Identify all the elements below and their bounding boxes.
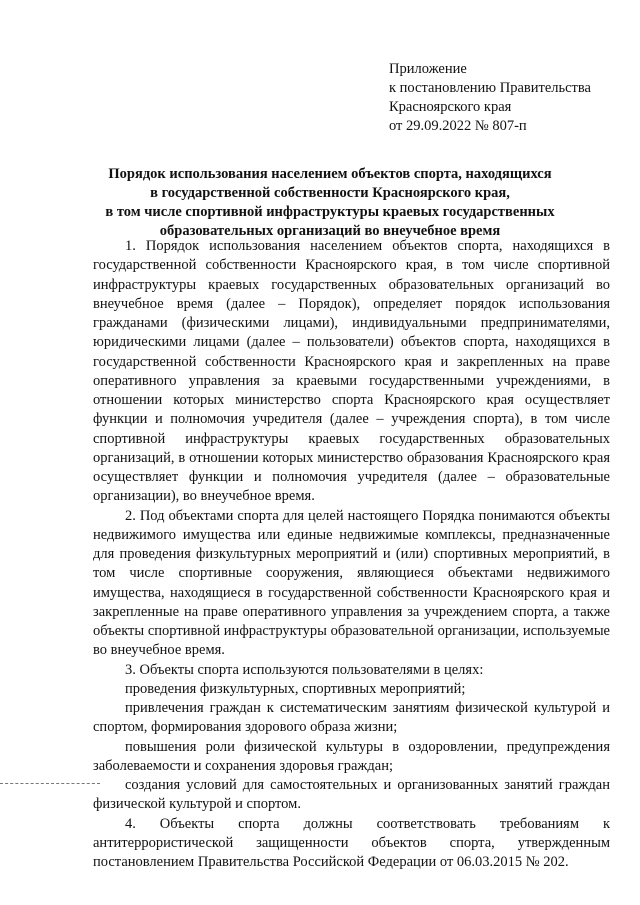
document-body [93, 237, 610, 872]
purpose-item: привлечения граждан к систематическим занятиям физической культурой и спортом, формирования здорового образа жизни; [93, 700, 610, 736]
appendix-block [389, 60, 591, 136]
appendix-line: Красноярского края [389, 99, 512, 115]
document-title [70, 165, 590, 241]
appendix-line: Приложение [389, 61, 467, 77]
title-line: Порядок использования населением объектов спорта, находящихся [108, 166, 552, 182]
paragraph-2: 2. Под объектами спорта для целей настоящего Порядка понимаются объекты недвижимого имущества или единые недвижимые комплексы, предназначенные для проведения физкультурных мероприятий и (или) спортивных мероприятий, в том числе спортивные сооружения, являющиеся объектами недвижимого имущества, находящиеся в государственной собственности Красноярского края и закрепленные на праве оперативного управления за учреждением спорта, а также объекты спортивной инфраструктуры образовательной организации, используемые во внеучебное время. [93, 507, 610, 659]
appendix-date-line: от 29.09.2022 № 807-п [389, 118, 527, 134]
title-line: образовательных организаций во внеучебное время [159, 223, 501, 239]
purpose-item: создания условий для самостоятельных и организованных занятий граждан физической культурой и спортом. [93, 777, 610, 813]
paragraph-1: 1. Порядок использования населением объектов спорта, находящихся в государственной собственности Красноярского края, в том числе спортивной инфраструктуры краевых государственных образовательных организаций во внеучебное время (далее – Порядок), определяет порядок использования гражданами (физическими лицами), индивидуальными предпринимателями, юридическими лицами (далее – пользователи) объектов спорта, находящихся в государственной собственности Красноярского края и закрепленных на праве оперативного управления за краевыми государственными учреждениями, в отношении которых министерство спорта Красноярского края осуществляет функции и полномочия учредителя (далее – учреждения спорта), в том числе спортивной инфраструктуры краевых государственных образовательных организаций, в отношении которых министерство образования Красноярского края осуществляет функции и полномочия учредителя (далее – образовательные организации), во внеучебное время. [93, 238, 610, 505]
paragraph-3: 3. Объекты спорта используются пользователями в целях: [125, 661, 484, 678]
title-line: в том числе спортивной инфраструктуры краевых государственных [105, 204, 555, 220]
purpose-item: проведения физкультурных, спортивных мероприятий; [125, 680, 466, 697]
appendix-line: к постановлению Правительства [389, 80, 591, 96]
scan-artifact-line [0, 783, 100, 784]
title-line: в государственной собственности Красноярского края, [150, 185, 510, 201]
paragraph-4: 4. Объекты спорта должны соответствовать требованиям к антитеррористической защищенности объектов спорта, утвержденным постановлением Правительства Российской Федерации от 06.03.2015 № 202. [93, 815, 610, 870]
purpose-item: повышения роли физической культуры в оздоровлении, предупреждения заболеваемости и сохранения здоровья граждан; [93, 738, 610, 774]
